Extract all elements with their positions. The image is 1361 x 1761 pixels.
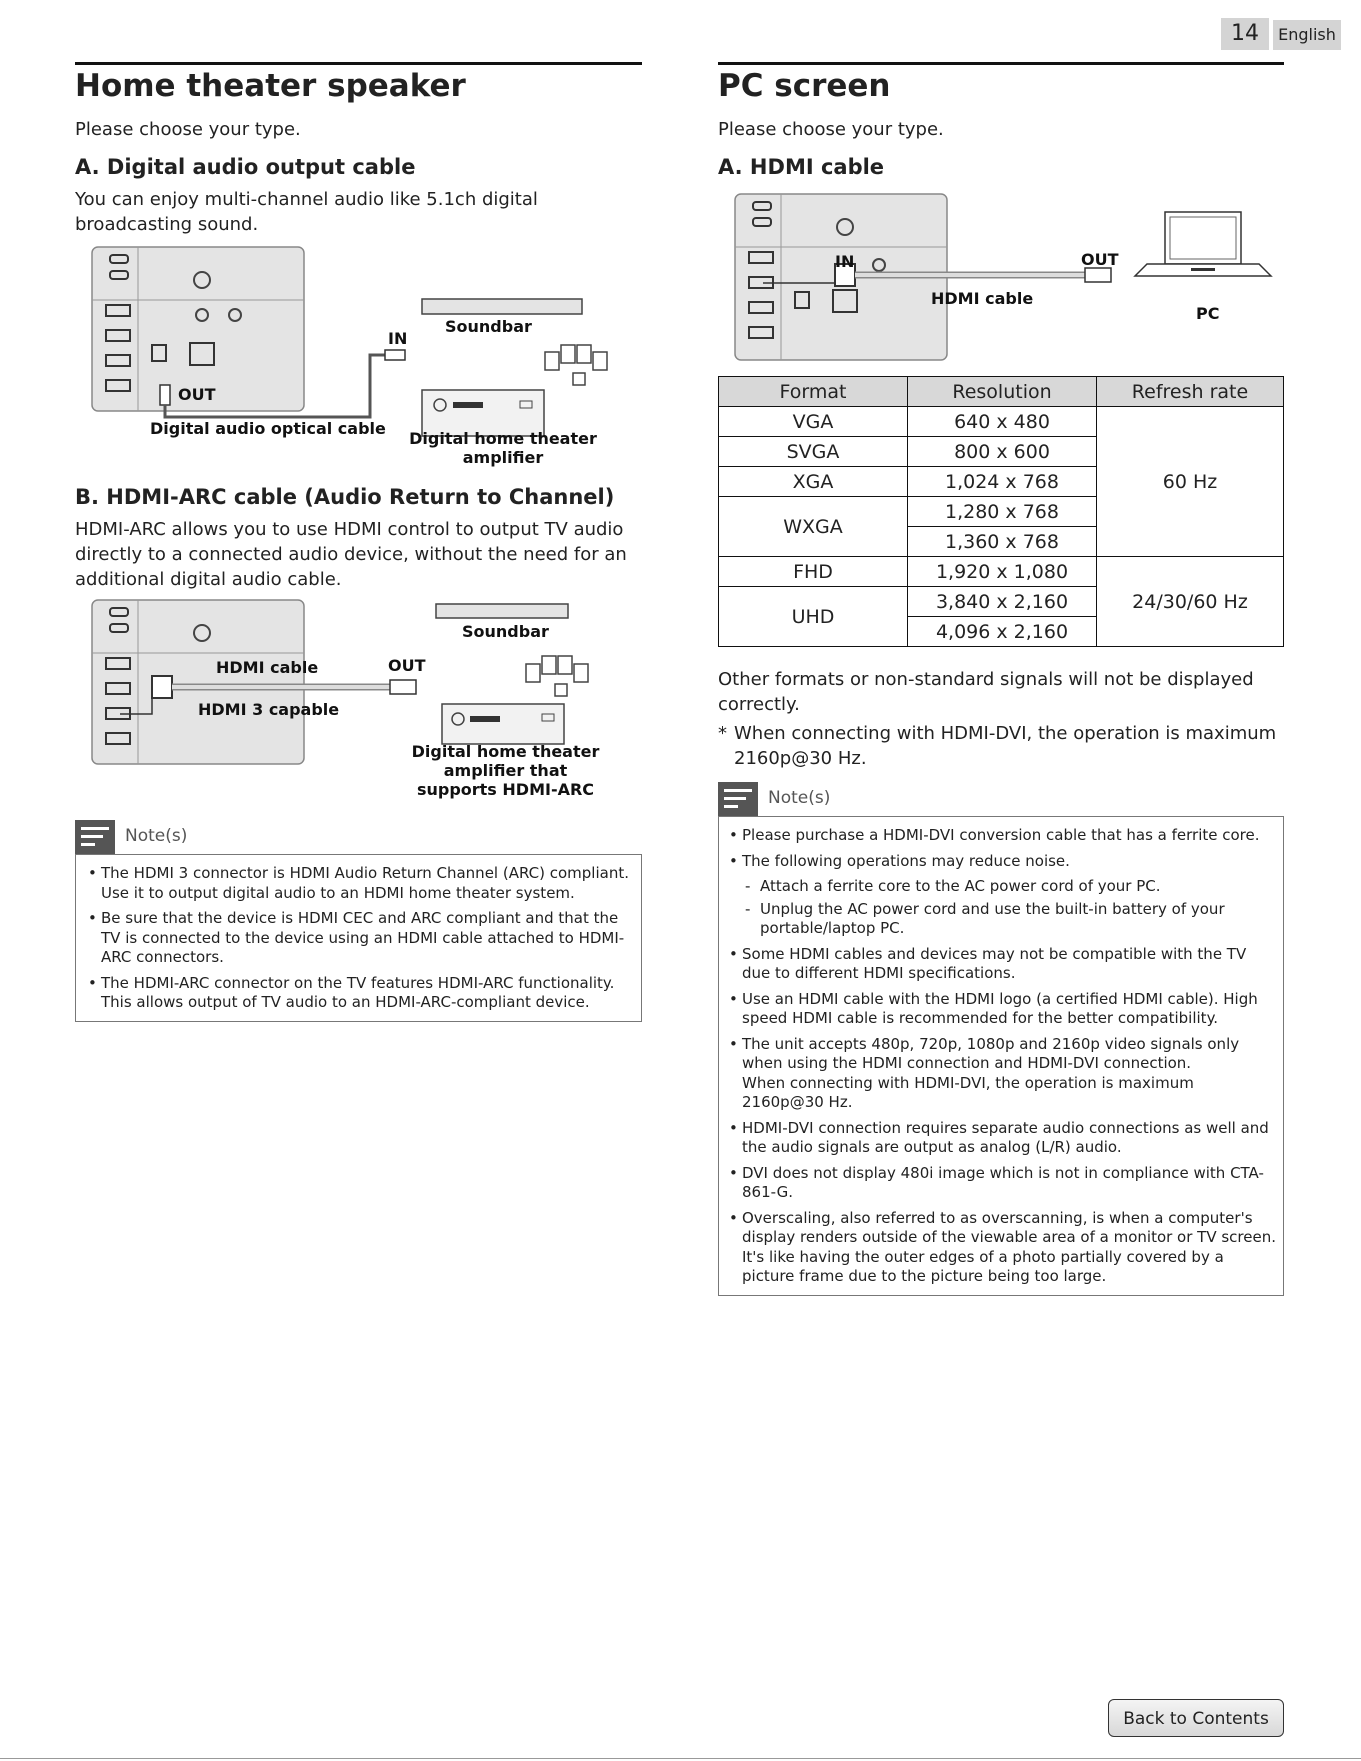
- right-intro: Please choose your type.: [718, 119, 944, 140]
- hdmi-cable-heading: A. HDMI cable: [718, 155, 885, 179]
- section-a-heading: A. Digital audio output cable: [75, 155, 416, 179]
- section-b-text: HDMI-ARC allows you to use HDMI control to output TV audio directly to a connected audio device, without the need for an additional digital audio cable.: [75, 519, 627, 590]
- asterisk-note: * When connecting with HDMI-DVI, the operation is maximum 2160p@30 Hz.: [718, 721, 1284, 771]
- right-notes-header: [718, 782, 918, 816]
- right-title-rule: [718, 62, 1284, 65]
- col-refresh: Refresh rate: [1097, 377, 1284, 407]
- soundbar-label-b: Soundbar: [462, 622, 549, 641]
- resolution-cell: 1,360 x 768: [908, 527, 1097, 557]
- right-note-5-text: The unit accepts 480p, 720p, 1080p and 2160p video signals only when using the HDMI connection and HDMI-DVI connection.: [742, 1034, 1240, 1072]
- hdmi-cable-label: HDMI cable: [216, 658, 319, 677]
- arc-amp-label: Digital home theater amplifier that supports HDMI-ARC: [411, 742, 600, 799]
- pc-label: PC: [1196, 304, 1220, 323]
- resolution-cell: 640 x 480: [908, 407, 1097, 437]
- left-intro: Please choose your type.: [75, 119, 301, 140]
- page-title-home-theater: Home theater speaker: [75, 68, 466, 104]
- hdmi3-capable-label: HDMI 3 capable: [198, 700, 340, 719]
- right-note-6: • HDMI-DVI connection requires separate audio connections as well and the audio signals are output as analog (L/R) audio.: [722, 1119, 1277, 1158]
- left-title-rule: [75, 62, 642, 65]
- other-formats-text: Other formats or non-standard signals will not be displayed correctly.: [718, 669, 1254, 715]
- in-label-pc: IN: [835, 252, 855, 271]
- resolution-cell: 1,024 x 768: [908, 467, 1097, 497]
- footer-line: [0, 1758, 1361, 1759]
- format-cell: WXGA: [719, 497, 908, 557]
- in-label: IN: [388, 329, 408, 348]
- format-cell: VGA: [719, 407, 908, 437]
- pc-hdmi-diagram-svg: [733, 192, 1283, 364]
- format-cell: XGA: [719, 467, 908, 497]
- right-note-7: • DVI does not display 480i image which is not in compliance with CTA-861-G.: [722, 1164, 1277, 1203]
- pc-hdmi-diagram: [733, 192, 1283, 364]
- refresh-cell: 24/30/60 Hz: [1097, 557, 1284, 647]
- language-tab: English: [1273, 20, 1341, 50]
- resolution-cell: 3,840 x 2,160: [908, 587, 1097, 617]
- table-row: [719, 407, 1284, 437]
- right-note-2b: - Unplug the AC power cord and use the built-in battery of your portable/laptop PC.: [722, 900, 1277, 939]
- right-note-3: • Some HDMI cables and devices may not be compatible with the TV due to different HDMI specifications.: [722, 945, 1277, 984]
- out-label-b: OUT: [388, 656, 426, 675]
- right-notes-title: Note(s): [768, 788, 831, 808]
- format-cell: FHD: [719, 557, 908, 587]
- resolution-cell: 1,280 x 768: [908, 497, 1097, 527]
- right-note-5: [722, 1035, 1277, 1113]
- back-to-contents-button[interactable]: Back to Contents: [1108, 1699, 1284, 1737]
- resolution-cell: 800 x 600: [908, 437, 1097, 467]
- page-title-pc-screen: PC screen: [718, 68, 891, 104]
- col-format: Format: [719, 377, 908, 407]
- left-notes-title: Note(s): [125, 826, 188, 846]
- resolution-table: [718, 376, 1284, 647]
- soundbar-label: Soundbar: [445, 317, 532, 336]
- right-note-8: • Overscaling, also referred to as overscanning, is when a computer's display renders outside of the viewable area of a monitor or TV screen. It's like having the outer edges of a photo partially covered by a picture frame due to the picture being too large.: [722, 1209, 1277, 1287]
- left-note-2: • Be sure that the device is HDMI CEC and ARC compliant and that the TV is connected to the device using an HDMI cable attached to HDMI-ARC connectors.: [81, 909, 633, 968]
- resolution-cell: 4,096 x 2,160: [908, 617, 1097, 647]
- right-note-2a: - Attach a ferrite core to the AC power cord of your PC.: [722, 877, 1277, 897]
- right-notes-box: [718, 816, 1284, 1296]
- refresh-cell: 60 Hz: [1097, 407, 1284, 557]
- format-cell: SVGA: [719, 437, 908, 467]
- format-cell: UHD: [719, 587, 908, 647]
- digital-audio-diagram: [90, 245, 650, 467]
- hdmi-cable-label-pc: HDMI cable: [931, 289, 1034, 308]
- left-note-3: • The HDMI-ARC connector on the TV features HDMI-ARC functionality. This allows output of TV audio to an HDMI-ARC-compliant device.: [81, 974, 633, 1013]
- out-label: OUT: [178, 385, 216, 404]
- out-label-pc: OUT: [1081, 250, 1119, 269]
- section-a-text: You can enjoy multi-channel audio like 5.1ch digital broadcasting sound.: [75, 189, 538, 235]
- hdmi-arc-diagram: [90, 598, 650, 808]
- resolution-cell: 1,920 x 1,080: [908, 557, 1097, 587]
- note-icon: [718, 782, 758, 816]
- right-note-1: • Please purchase a HDMI-DVI conversion cable that has a ferrite core.: [722, 826, 1277, 846]
- col-resolution: Resolution: [908, 377, 1097, 407]
- left-notes-header: [75, 820, 275, 854]
- left-notes-box: [75, 854, 642, 1022]
- table-header-row: [719, 377, 1284, 407]
- page-number: 14: [1221, 18, 1269, 50]
- note-icon: [75, 820, 115, 854]
- amp-label: Digital home theater amplifier: [409, 429, 597, 467]
- left-note-1: • The HDMI 3 connector is HDMI Audio Return Channel (ARC) compliant. Use it to output digital audio to an HDMI home theater system.: [81, 864, 633, 903]
- asterisk-note-text: When connecting with HDMI-DVI, the operation is maximum 2160p@30 Hz.: [734, 723, 1277, 769]
- right-note-2: • The following operations may reduce noise.: [722, 852, 1277, 872]
- section-b-heading: B. HDMI-ARC cable (Audio Return to Channel): [75, 485, 615, 509]
- optical-cable-label: Digital audio optical cable: [150, 419, 386, 438]
- right-note-4: • Use an HDMI cable with the HDMI logo (a certified HDMI cable). High speed HDMI cable is recommended for the better compatibility.: [722, 990, 1277, 1029]
- table-row: [719, 557, 1284, 587]
- right-note-5-extra: When connecting with HDMI-DVI, the operation is maximum 2160p@30 Hz.: [742, 1073, 1194, 1111]
